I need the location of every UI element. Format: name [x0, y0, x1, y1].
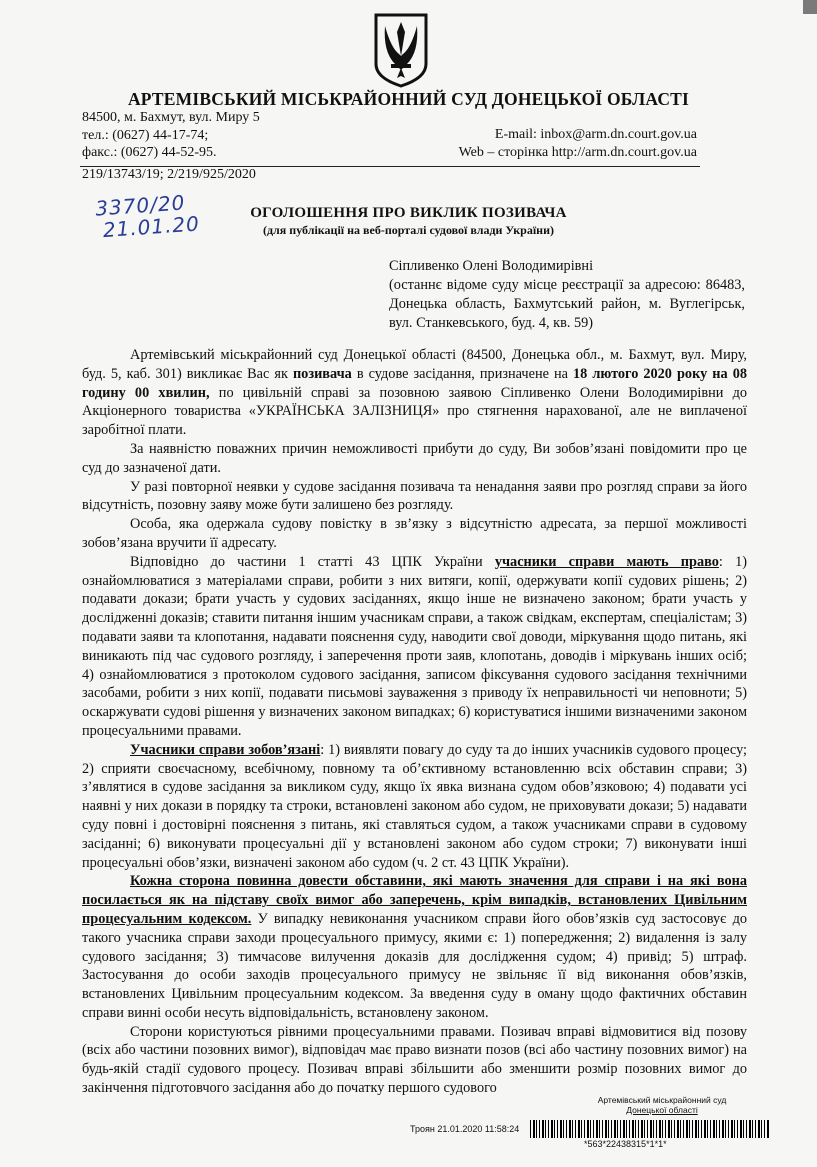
court-address: 84500, м. Бахмут, вул. Миру 5: [82, 110, 260, 125]
court-email: E-mail: inbox@arm.dn.court.gov.ua: [494, 127, 697, 142]
paragraph-summons-delivery: Особа, яка одержала судову повістку в зв’язку з відсутністю адресата, за першої можливості зобов’язана вручити її адресату.: [82, 516, 747, 551]
recipient-name: Сіпливенко Олені Володимирівні: [389, 258, 594, 274]
paragraph-summons: Артемівський міськрайонний суд Донецької області (84500, Донецька обл., м. Бахмут, вул. Миру, буд. 5, каб. 301) викликає Вас як позивача в судове засідання, призначене на 18 лютого 2020 року на 08 годину 00 хвилин, по цивільній справі за позовною заявою Сіпливенко Олени Володимирівни до Акціонерного товариства «УКРАЇНСЬКА ЗАЛІЗНИЦЯ» про стягнення нарахованої, але не виплаченої заробітної плати.: [82, 347, 747, 439]
court-fax: факс.: (0627) 44-52-95.: [82, 145, 217, 160]
court-phone: тел.: (0627) 44-17-74;: [82, 127, 209, 143]
court-address-block: [82, 109, 260, 162]
recipient-address: (останнє відоме суду місце реєстрації за адресою: 86483, Донецька область, Бахмутський район, м. Вуглегірськ, вул. Станкевського, буд. 4, кв. 59): [389, 277, 745, 331]
paragraph-participant-duties: Учасники справи зобов’язані: 1) виявляти повагу до суду та до інших учасників судового процесу; 2) сприяти своєчасному, всебічному, повному та об’єктивному встановленню всіх обставин справи; 3) з’являтися в судове засідання за викликом суду, якщо їх явка визнана судом обов’язковою; 4) подавати усі наявні у них докази в порядку та строки, встановлені законом або судом, не приховувати докази; 5) надавати суду повні і достовірні пояснення з питань, які ставляться судом, а також учасниками справи в судовому засіданні; 6) виконувати процесуальні дії у встановлені законом або судом строки; 7) виконувати інші процесуальні обов’язки, визначені законом або судом (ч. 2 ст. 43 ЦПК України).: [82, 741, 747, 871]
paragraph-participant-rights: Відповідно до частини 1 статті 43 ЦПК України учасники справи мають право: 1) ознайомлюватися з матеріалами справи, робити з них витяги, копії, одержувати копії судових рішень; 2) подавати докази; брати участь у судових засіданнях, якщо інше не визначено законом; брати участь у дослідженні доказів; ставити питання іншим учасникам справи, а також свідкам, експертам, спеціалістам; 3) подавати заяви та клопотання, надавати пояснення суду, наводити свої доводи, міркування щодо питань, які виникають під час судового розгляду, і заперечення проти заяв, клопотань, доводів і міркувань інших осіб; 4) ознайомлюватися з протоколом судового засідання, записом фіксування судового засідання технічними засобами, робити з них копії, подавати письмові зауваження з приводу їх неправильності чи неповноти; 5) оскаржувати судові рішення у визначених законом випадках; 6) користуватися іншими визначеними законом процесуальними правами.: [82, 553, 747, 739]
barcode-number: *563*22438315*1*1*: [584, 1139, 667, 1149]
paragraph-burden-of-proof: Кожна сторона повинна довести обставини, які мають значення для справи і на які вона посилається як на підставу своїх вимог або заперечень, крім випадків, встановлених Цивільним процесуальним кодексом. У випадку невиконання учасником справи його обов’язків суд застосовує до такого учасника справи заходи процесуального примусу, якими є: 1) попередження; 2) видалення із залу судового засідання; 3) тимчасове вилучення доказів для дослідження судом; 4) привід; 5) штраф. Застосування до особи заходів процесуального примусу не звільняє її від виконання обов’язків, встановлених Цивільним процесуальним кодексом. За введення суду в оману щодо фактичних обставин справи винні особи несуть відповідальність, встановлену законом.: [82, 873, 747, 1021]
court-contacts: [459, 126, 697, 161]
court-name: АРТЕМІВСЬКИЙ МІСЬКРАЙОННИЙ СУД ДОНЕЦЬКОЇ ОБЛАСТІ: [127, 89, 690, 109]
handwritten-date: 21.01.20: [102, 211, 201, 243]
notice-body: [82, 346, 747, 1098]
announcement-title: ОГОЛОШЕННЯ ПРО ВИКЛИК ПОЗИВАЧА: [250, 205, 567, 221]
announcement-subtitle: (для публікації на веб-порталі судової влади України): [262, 223, 554, 237]
court-website: Web – сторінка http://arm.dn.court.gov.ua: [458, 144, 697, 160]
paragraph-repeat-absence: У разі повторної неявки у судове засідання позивача та ненадання заяви про розгляд справи за його відсутність, позовну заяву може бути залишено без розгляду.: [82, 478, 747, 514]
stamp-line-1: Артемівський міськрайонний суд: [597, 1095, 727, 1105]
recipient-block: [389, 257, 745, 333]
paragraph-equal-rights: Сторони користуються рівними процесуальними правами. Позивач вправі відмовитися від позову (всіх або частини позовних вимог), відповідач має право визнати позов (всі або частину позовних вимог) на будь-якій стадії судового процесу. Позивач вправі збільшити або зменшити розмір позовних вимог до закінчення підготовчого засідання або до початку першого судового: [82, 1023, 747, 1097]
case-number: 219/13743/19; 2/219/925/2020: [82, 167, 256, 182]
trident-coat-of-arms-icon: [373, 12, 429, 88]
paragraph-notify-court: За наявністю поважних причин неможливості прибути до суду, Ви зобов’язані повідомити про це суд до зазначеної дати.: [82, 440, 747, 476]
announcement-heading: [0, 205, 817, 238]
handwritten-number: 3370/20: [94, 190, 187, 221]
barcode-icon: [530, 1120, 770, 1138]
registration-info: Троян 21.01.2020 11:58:24: [410, 1124, 520, 1134]
court-stamp: [572, 1095, 752, 1115]
stamp-line-2: Донецької області: [626, 1105, 698, 1115]
scan-corner-mark: [803, 0, 817, 14]
